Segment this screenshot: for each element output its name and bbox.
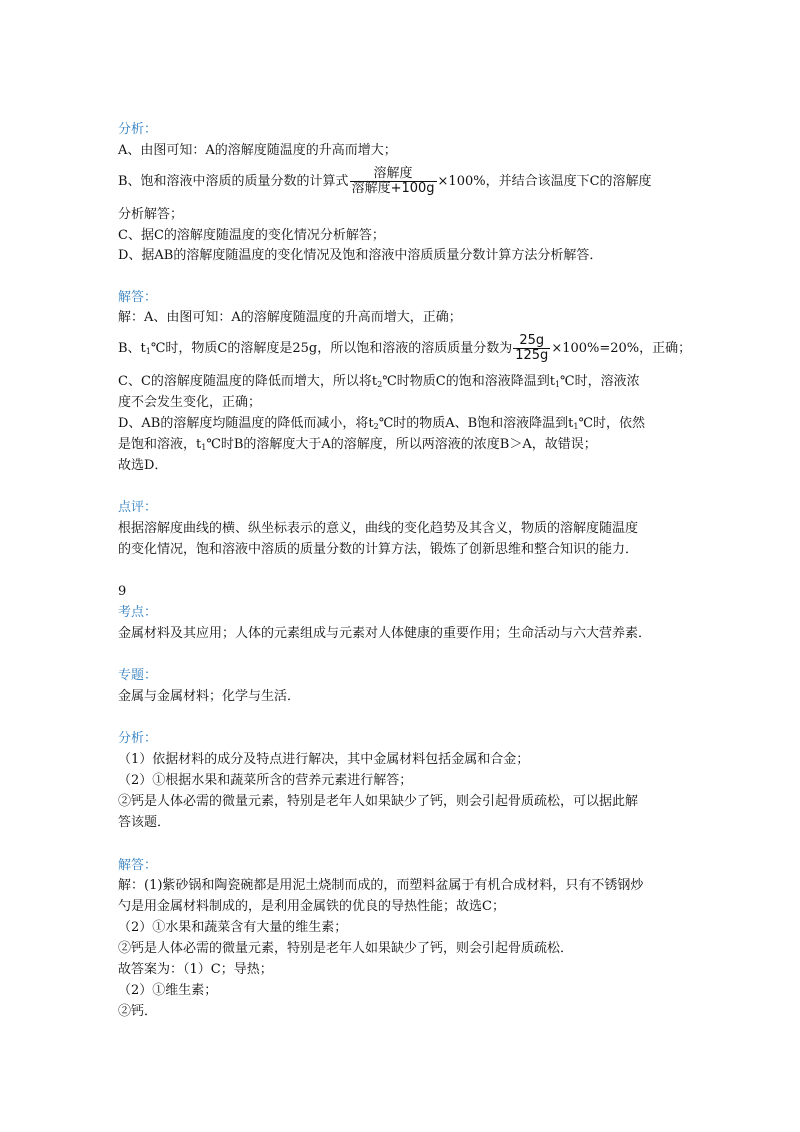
answer-choice: 故选D． [118, 458, 168, 473]
review-heading: 点评： [118, 500, 158, 515]
kaodian-text: 金属材料及其应用；人体的元素组成与元素对人体健康的重要作用；生命活动与六大营养素． [118, 626, 652, 641]
analysis2-line-1: （1）依据材料的成分及特点进行解决，其中金属材料包括金属和合金； [118, 752, 530, 767]
review-line-1: 根据溶解度曲线的横、纵坐标表示的意义，曲线的变化趋势及其含义，物质的溶解度随温度 [118, 521, 639, 536]
answer-b-text-mid: ℃时，物质C的溶解度是25g，所以饱和溶液的溶质质量分数为 [150, 341, 513, 356]
answer-item-d [118, 414, 645, 434]
kaodian-heading: 考点： [118, 605, 158, 620]
zhuanti-text: 金属与金属材料；化学与生活． [118, 689, 301, 704]
answer-item-d-continued [118, 435, 597, 455]
review-line-2: 的变化情况，饱和溶液中溶质的质量分数的计算方法，锻炼了创新思维和整合知识的能力． [118, 542, 639, 557]
answer-d-text: D、AB的溶解度均随温度的降低而减小，将t [118, 416, 374, 431]
analysis-item-a: A、由图可知：A的溶解度随温度的升高而增大； [118, 143, 397, 158]
answer-heading: 解答： [118, 290, 158, 305]
answer-item-c [118, 372, 640, 392]
analysis-item-b [118, 167, 652, 197]
analysis-item-b-text: B、饱和溶液中溶质的质量分数的计算式 [118, 174, 349, 189]
formula-numerator: 25g [513, 334, 550, 349]
answer-c-text-mid: ℃时物质C的饱和溶液降温到t [382, 374, 555, 389]
temperature-subscript: 2 [377, 380, 383, 389]
answer-item-b [118, 334, 691, 364]
answer-b-text: B、t [118, 341, 146, 356]
temperature-subscript: 1 [201, 443, 207, 452]
answer-b-text-tail: ×100%=20%，正确； [551, 341, 692, 356]
analysis-item-d: D、据AB的溶解度随温度的变化情况及饱和溶液中溶质质量分数计算方法分析解答． [118, 248, 603, 263]
temperature-subscript: 1 [145, 347, 151, 356]
answer-c-text: C、C的溶解度随温度的降低而增大，所以将t [118, 374, 378, 389]
temperature-subscript: 1 [554, 380, 561, 389]
zhuanti-heading: 专题： [118, 668, 158, 683]
formula-denominator: 溶解度+100g [351, 181, 435, 196]
answer2-line-5: 故答案为：（1）C；导热； [118, 962, 273, 977]
answer-d-cont-tail: ℃时B的溶解度大于A的溶解度，所以两溶液的浓度B＞A，故错误； [206, 437, 597, 452]
analysis-heading-2: 分析： [118, 731, 158, 746]
answer-item-c-continued: 度不会发生变化，正确； [118, 395, 262, 410]
analysis2-line-4: 答该题． [118, 815, 171, 830]
answer-c-text-tail: ℃时，溶液浓 [560, 374, 640, 389]
answer2-line-3: （2）①水果和蔬菜含有大量的维生素； [118, 920, 348, 935]
formula-denominator: 125g [515, 348, 549, 363]
analysis-item-b-tail: ×100%，并结合该温度下C的溶解度 [437, 174, 652, 189]
mass-fraction-formula [350, 167, 437, 196]
answer2-line-6: （2）①维生素； [118, 983, 218, 998]
answer2-line-1: 解：(1)紫砂锅和陶瓷碗都是用泥土烧制而成的，而塑料盆属于有机合成材料，只有不锈钢炒 [118, 878, 644, 893]
analysis-item-c: C、据C的溶解度随温度的变化情况分析解答； [118, 228, 385, 243]
temperature-subscript: 1 [573, 422, 579, 431]
answer2-line-4: ②钙是人体必需的微量元素，特别是老年人如果缺少了钙，则会引起骨质疏松． [118, 941, 574, 956]
question-number: 9 [118, 584, 127, 599]
answer-item-a: 解：A、由图可知：A的溶解度随温度的升高而增大，正确； [118, 310, 462, 325]
analysis2-line-3: ②钙是人体必需的微量元素，特别是老年人如果缺少了钙，则会引起骨质疏松，可以据此解 [118, 794, 639, 809]
analysis-heading: 分析： [118, 122, 158, 137]
answer-d-text-mid: ℃时的物质A、B饱和溶液降温到t [378, 416, 574, 431]
answer-heading-2: 解答： [118, 858, 158, 873]
answer2-line-2: 勺是用金属材料制成的，是利用金属铁的优良的导热性能；故选C； [118, 899, 505, 914]
answer-d-cont-text: 是饱和溶液，t [118, 437, 202, 452]
answer-d-text-tail: ℃时，依然 [578, 416, 646, 431]
analysis-item-b-continued: 分析解答； [118, 207, 184, 222]
formula-numerator: 溶解度 [350, 167, 437, 182]
answer2-line-7: ②钙． [118, 1004, 158, 1019]
percentage-formula [513, 334, 550, 363]
analysis2-line-2: （2）①根据水果和蔬菜所含的营养元素进行解答； [118, 773, 413, 788]
temperature-subscript: 2 [373, 422, 379, 431]
